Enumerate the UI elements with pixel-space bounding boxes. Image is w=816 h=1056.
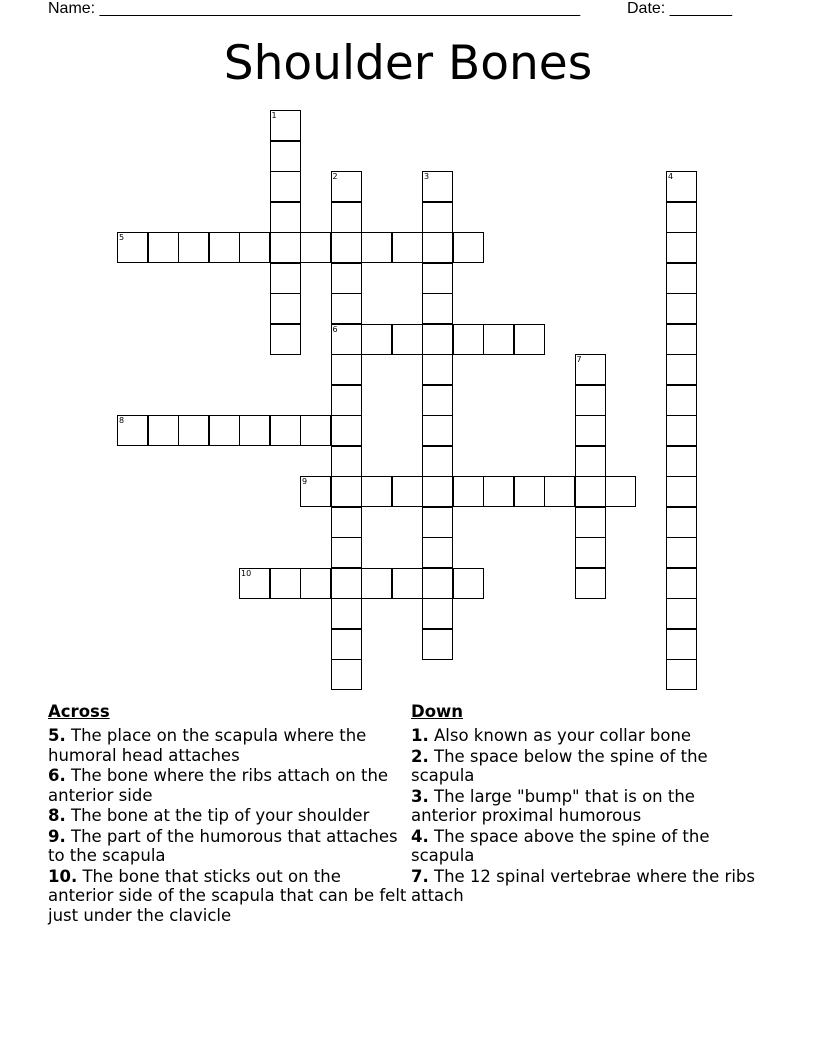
- crossword-cell[interactable]: [300, 476, 331, 507]
- across-clue: [48, 766, 408, 805]
- crossword-cell[interactable]: [575, 446, 606, 477]
- crossword-cell[interactable]: [422, 263, 453, 294]
- across-heading: Across: [48, 702, 110, 721]
- clue-number: 2: [332, 172, 338, 181]
- clue-text: The part of the humorous that attaches to the scapula: [48, 826, 398, 865]
- crossword-cell[interactable]: [666, 659, 697, 690]
- crossword-cell[interactable]: [331, 568, 362, 599]
- crossword-cell[interactable]: [300, 415, 331, 446]
- crossword-cell[interactable]: [148, 415, 179, 446]
- crossword-cell[interactable]: [422, 415, 453, 446]
- crossword-cell[interactable]: [575, 476, 606, 507]
- crossword-cell[interactable]: [422, 598, 453, 629]
- crossword-cell[interactable]: [361, 232, 392, 263]
- crossword-cell[interactable]: [331, 446, 362, 477]
- clue-number: 7: [576, 355, 582, 364]
- crossword-cell[interactable]: [270, 263, 301, 294]
- crossword-cell[interactable]: [544, 476, 575, 507]
- clue-number: 9: [302, 477, 308, 486]
- clue-number-label: 1.: [411, 726, 429, 745]
- across-clue-list: [48, 726, 408, 925]
- clue-text: The place on the scapula where the humoral head attaches: [48, 726, 367, 765]
- crossword-cell[interactable]: [422, 293, 453, 324]
- crossword-cell[interactable]: [209, 415, 240, 446]
- down-clue: [411, 867, 761, 906]
- crossword-cell[interactable]: [575, 507, 606, 538]
- across-clues: [48, 702, 408, 926]
- crossword-cell[interactable]: [331, 171, 362, 202]
- clue-number-label: 10.: [48, 866, 78, 886]
- crossword-cell[interactable]: [331, 232, 362, 263]
- crossword-cell[interactable]: [453, 232, 484, 263]
- down-heading: Down: [411, 702, 464, 721]
- crossword-cell[interactable]: [392, 324, 423, 355]
- crossword-cell[interactable]: [117, 232, 148, 263]
- crossword-cell[interactable]: [666, 232, 697, 263]
- crossword-cell[interactable]: [575, 385, 606, 416]
- crossword-cell[interactable]: [666, 568, 697, 599]
- crossword-cell[interactable]: [422, 202, 453, 233]
- crossword-cell[interactable]: [331, 659, 362, 690]
- crossword-cell[interactable]: [575, 537, 606, 568]
- crossword-cell[interactable]: [575, 415, 606, 446]
- crossword-cell[interactable]: [666, 446, 697, 477]
- crossword-cell[interactable]: [239, 232, 270, 263]
- crossword-cell[interactable]: [422, 568, 453, 599]
- clue-number: 3: [424, 172, 430, 181]
- crossword-cell[interactable]: [422, 232, 453, 263]
- clue-number-label: 8.: [48, 806, 66, 825]
- date-field[interactable]: Date: _______: [627, 0, 732, 17]
- down-clue: [411, 827, 761, 866]
- crossword-cell[interactable]: [361, 568, 392, 599]
- crossword-cell[interactable]: [270, 110, 301, 141]
- crossword-cell[interactable]: [331, 598, 362, 629]
- crossword-cell[interactable]: [331, 263, 362, 294]
- crossword-cell[interactable]: [666, 202, 697, 233]
- crossword-cell[interactable]: [422, 171, 453, 202]
- crossword-cell[interactable]: [666, 293, 697, 324]
- crossword-cell[interactable]: [331, 202, 362, 233]
- crossword-cell[interactable]: [575, 354, 606, 385]
- crossword-cell[interactable]: [361, 324, 392, 355]
- clue-text: The space above the spine of the scapula: [411, 826, 710, 865]
- crossword-cell[interactable]: [666, 629, 697, 660]
- crossword-cell[interactable]: [270, 141, 301, 172]
- crossword-cell[interactable]: [239, 415, 270, 446]
- crossword-cell[interactable]: [514, 476, 545, 507]
- clue-number-label: 9.: [48, 826, 66, 846]
- crossword-cell[interactable]: [178, 232, 209, 263]
- crossword-cell[interactable]: [331, 507, 362, 538]
- crossword-cell[interactable]: [422, 537, 453, 568]
- crossword-cell[interactable]: [666, 598, 697, 629]
- crossword-cell[interactable]: [453, 476, 484, 507]
- crossword-cell[interactable]: [270, 202, 301, 233]
- across-clue: [48, 867, 408, 926]
- down-clue: [411, 787, 761, 826]
- crossword-cell[interactable]: [270, 171, 301, 202]
- down-clue: [411, 747, 761, 786]
- clue-number: 8: [119, 416, 125, 425]
- crossword-cell[interactable]: [453, 568, 484, 599]
- crossword-cell[interactable]: [666, 537, 697, 568]
- crossword-cell[interactable]: [422, 476, 453, 507]
- crossword-cell[interactable]: [666, 263, 697, 294]
- clue-number: 5: [119, 233, 125, 242]
- crossword-cell[interactable]: [270, 293, 301, 324]
- crossword-cell[interactable]: [270, 415, 301, 446]
- crossword-cell[interactable]: [514, 324, 545, 355]
- down-clue-list: [411, 726, 761, 906]
- crossword-cell[interactable]: [331, 537, 362, 568]
- crossword-cell[interactable]: [422, 629, 453, 660]
- crossword-cell[interactable]: [392, 232, 423, 263]
- crossword-cell[interactable]: [666, 415, 697, 446]
- clue-number: 6: [332, 324, 338, 334]
- crossword-cell[interactable]: [361, 476, 392, 507]
- crossword-cell[interactable]: [666, 354, 697, 385]
- crossword-cell[interactable]: [270, 324, 301, 355]
- crossword-cell[interactable]: [331, 354, 362, 385]
- crossword-cell[interactable]: [483, 476, 514, 507]
- crossword-cell[interactable]: [666, 476, 697, 507]
- crossword-cell[interactable]: [300, 568, 331, 599]
- crossword-cell[interactable]: [331, 385, 362, 416]
- crossword-cell[interactable]: [239, 568, 270, 599]
- clue-text: The large "bump" that is on the anterior proximal humorous: [411, 786, 695, 825]
- clue-text: The bone at the tip of your shoulder: [65, 806, 370, 825]
- crossword-cell[interactable]: [605, 476, 636, 507]
- clue-number: 1: [271, 111, 277, 120]
- crossword-cell[interactable]: [422, 354, 453, 385]
- crossword-cell[interactable]: [331, 476, 362, 507]
- crossword-cell[interactable]: [483, 324, 514, 355]
- crossword-cell[interactable]: [331, 324, 362, 355]
- down-clues: [411, 702, 761, 907]
- crossword-cell[interactable]: [331, 293, 362, 324]
- crossword-cell[interactable]: [331, 629, 362, 660]
- crossword-cell[interactable]: [392, 568, 423, 599]
- clue-text: The bone that sticks out on the anterior side of the scapula that can be felt just under the clavicle: [48, 866, 407, 925]
- clue-text: The bone where the ribs attach on the anterior side: [48, 766, 389, 805]
- crossword-cell[interactable]: [575, 568, 606, 599]
- clue-text: Also known as your collar bone: [428, 726, 692, 745]
- crossword-cell[interactable]: [453, 324, 484, 355]
- crossword-cell[interactable]: [117, 415, 148, 446]
- across-clue: [48, 726, 408, 765]
- crossword-cell[interactable]: [422, 385, 453, 416]
- crossword-cell[interactable]: [666, 507, 697, 538]
- crossword-cell[interactable]: [422, 446, 453, 477]
- across-clue: [48, 806, 408, 826]
- clue-number: 4: [668, 172, 674, 181]
- crossword-cell[interactable]: [270, 568, 301, 599]
- clue-number-label: 7.: [411, 866, 429, 886]
- crossword-cell[interactable]: [300, 232, 331, 263]
- crossword-cell[interactable]: [270, 232, 301, 263]
- clue-text: The space below the spine of the scapula: [411, 746, 708, 785]
- clue-number-label: 2.: [411, 746, 429, 766]
- across-clue: [48, 827, 408, 866]
- clue-number-label: 5.: [48, 726, 66, 745]
- clue-number-label: 3.: [411, 786, 429, 806]
- crossword-cell[interactable]: [331, 415, 362, 446]
- down-clue: [411, 726, 761, 746]
- clue-number-label: 6.: [48, 766, 66, 785]
- clue-number: 10: [241, 568, 252, 578]
- clue-text: The 12 spinal vertebrae where the ribs attach: [411, 866, 755, 905]
- crossword-cell[interactable]: [422, 507, 453, 538]
- crossword-cell[interactable]: [666, 385, 697, 416]
- crossword-cell[interactable]: [666, 171, 697, 202]
- crossword-cell[interactable]: [148, 232, 179, 263]
- crossword-cell[interactable]: [422, 324, 453, 355]
- crossword-cell[interactable]: [666, 324, 697, 355]
- crossword-cell[interactable]: [209, 232, 240, 263]
- clue-number-label: 4.: [411, 826, 429, 846]
- page-title: Shoulder Bones: [223, 36, 593, 91]
- crossword-cell[interactable]: [392, 476, 423, 507]
- crossword-cell[interactable]: [178, 415, 209, 446]
- name-field[interactable]: Name: ______________________________________________________: [48, 0, 581, 17]
